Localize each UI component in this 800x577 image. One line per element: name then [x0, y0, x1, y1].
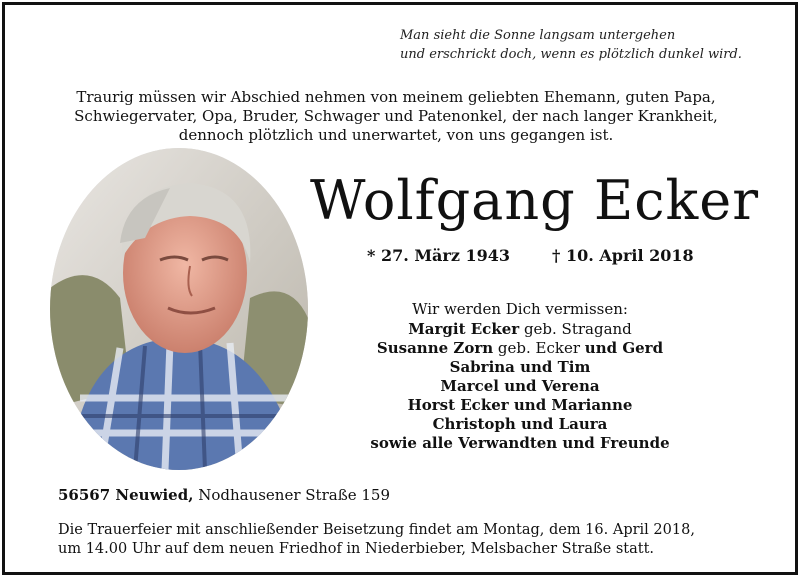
family-line-5: Horst Ecker und Marianne [407, 396, 633, 414]
address [58, 486, 390, 504]
epigraph-line-2: und erschrickt doch, wenn es plötzlich dunkel wird. [400, 47, 742, 62]
portrait-photo [50, 148, 308, 470]
family-name: Margit Ecker [408, 320, 520, 338]
intro-line-1: Traurig müssen wir Abschied nehmen von meinem geliebten Ehemann, guten Papa, [76, 88, 716, 106]
address-city: 56567 Neuwied, [58, 486, 194, 504]
family-note: geb. Stragand [519, 320, 632, 338]
address-street: Nodhausener Straße 159 [193, 486, 390, 504]
epigraph [400, 26, 742, 64]
birth-date: * 27. März 1943 [367, 246, 511, 265]
family-line-7: sowie alle Verwandten und Freunde [370, 434, 670, 452]
family-line-2 [330, 339, 710, 358]
portrait-illustration [50, 148, 308, 470]
intro-text [40, 88, 752, 145]
family-line-3: Sabrina und Tim [449, 358, 591, 376]
miss-line: Wir werden Dich vermissen: [412, 300, 628, 318]
family-name: Susanne Zorn [376, 339, 494, 357]
epigraph-line-1: Man sieht die Sonne langsam untergehen [400, 28, 676, 43]
service-line-1: Die Trauerfeier mit anschließender Beisetzung findet am Montag, dem 16. April 2018, [58, 522, 695, 538]
family-line-4: Marcel und Verena [440, 377, 600, 395]
family-line-6: Christoph und Laura [432, 415, 608, 433]
family-line-1 [330, 320, 710, 339]
intro-line-2: Schwiegervater, Opa, Bruder, Schwager und Patenonkel, der nach langer Krankheit, [74, 107, 718, 125]
family-partner: und Gerd [584, 339, 664, 357]
intro-line-3: dennoch plötzlich und unerwartet, von uns gegangen ist. [178, 126, 614, 144]
deceased-name: Wolfgang Ecker [310, 169, 760, 232]
family-list [330, 320, 710, 453]
service-line-2: um 14.00 Uhr auf dem neuen Friedhof in Niederbieber, Melsbacher Straße statt. [58, 541, 655, 557]
service-notice [58, 521, 748, 559]
family-note: geb. Ecker [493, 339, 585, 357]
death-date: † 10. April 2018 [552, 246, 694, 265]
